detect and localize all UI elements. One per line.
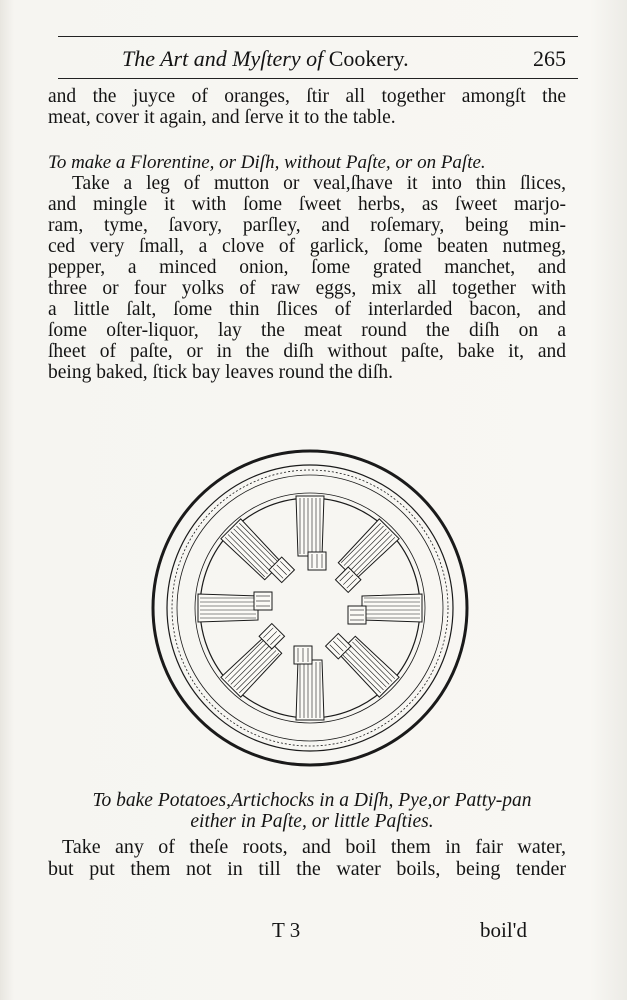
text-line: Take a leg of mutton or veal,ſhave it into thin ſlices, — [72, 173, 566, 194]
text-line: being baked, ſtick bay leaves round the diſh. — [48, 362, 393, 383]
running-title-roman: Cookery. — [328, 46, 409, 71]
header-rule-top — [58, 36, 578, 37]
text-line: ſome oſter-liquor, lay the meat round the diſh on a — [48, 320, 566, 341]
text-line: ced very ſmall, a clove of garlick, ſome beaten nutmeg, — [48, 236, 566, 257]
florentine-dish-illustration — [150, 448, 470, 768]
catchword: boil'd — [480, 918, 527, 942]
recipe-heading: either in Paſte, or little Paſties. — [190, 811, 434, 832]
dish-spoke — [296, 496, 326, 570]
dish-spoke — [198, 592, 272, 622]
text-line: meat, cover it again, and ſerve it to the table. — [48, 107, 396, 128]
dish-spoke — [327, 519, 401, 593]
header-rule-bottom — [58, 78, 578, 79]
running-title — [122, 46, 409, 72]
running-head — [60, 46, 570, 76]
text-line: three or four yolks of raw eggs, mix all together with — [48, 278, 566, 299]
running-title-italic: The Art and Myſtery of — [122, 46, 324, 71]
dish-spoke — [348, 594, 422, 624]
recipe-heading: To bake Potatoes,Artichocks in a Diſh, Pye,or Patty-pan — [92, 790, 532, 811]
signature-mark: T 3 — [272, 918, 301, 942]
text-line: Take any of theſe roots, and boil them in fair water, — [62, 836, 566, 858]
text-line: but put them not in till the water boils, being tender — [48, 858, 566, 880]
text-line: and the juyce of oranges, ſtir all together amongſt the — [48, 86, 566, 107]
paragraph-continued — [48, 86, 566, 128]
dish-spoke — [294, 646, 324, 720]
recipe-heading: To make a Florentine, or Diſh, without Paſte, or on Paſte. — [48, 152, 486, 173]
text-line: a little ſalt, ſome thin ſlices of interlarded bacon, and — [48, 299, 566, 320]
recipe-potatoes — [48, 836, 566, 880]
dish-spoke — [219, 624, 293, 698]
page-number: 265 — [533, 46, 566, 71]
dish-spoke — [221, 517, 295, 591]
text-line: ſheet of paſte, or in the diſh without paſte, bake it, and — [48, 341, 566, 362]
recipe-florentine — [48, 152, 566, 383]
text-line: ram, tyme, ſavory, parſley, and roſemary, being min- — [48, 215, 566, 236]
text-line: pepper, a minced onion, ſome grated manchet, and — [48, 257, 566, 278]
text-line: and mingle it with ſome ſweet herbs, as ſweet marjo- — [48, 194, 566, 215]
recipe-potatoes-heading — [52, 790, 572, 832]
dish-spoke — [326, 625, 400, 699]
